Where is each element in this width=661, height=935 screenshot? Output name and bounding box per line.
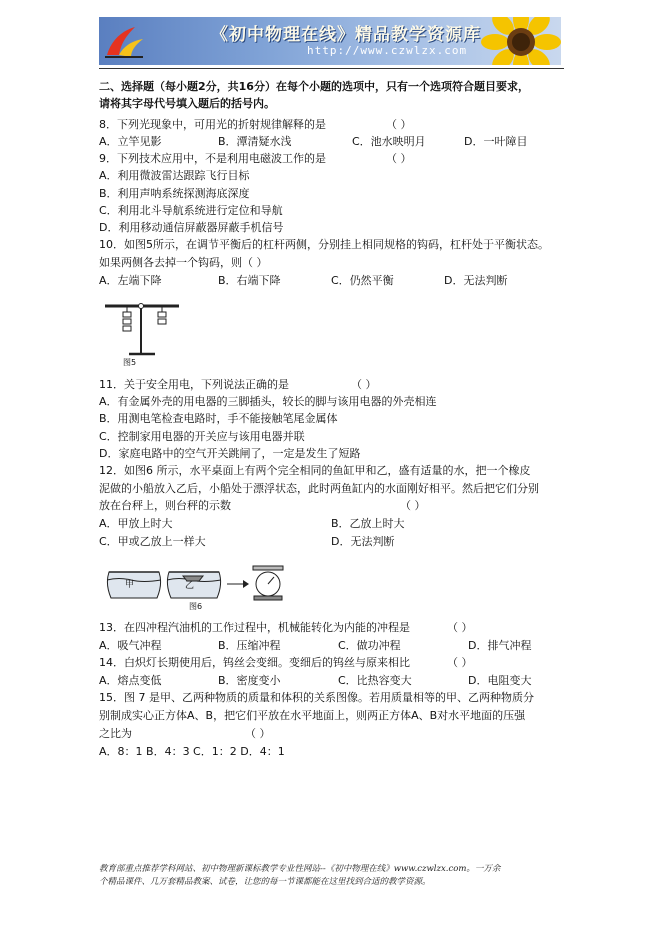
q8-option-c: C．池水映明月 — [352, 135, 426, 148]
q12-option-d: D．无法判断 — [331, 535, 395, 548]
q13-option-b: B．压缩冲程 — [218, 639, 281, 652]
q13-option-c: C．做功冲程 — [338, 639, 401, 652]
q10-option-a: A．左端下降 — [99, 274, 162, 287]
q14-answer-bracket: （ ） — [447, 656, 473, 669]
q8-option-b: B．潭清疑水浅 — [218, 135, 292, 148]
q13-option-a: A．吸气冲程 — [99, 639, 162, 652]
q9-option-b: B．利用声呐系统探测海底深度 — [99, 187, 250, 200]
section-heading-line1: 二、选择题（每小题2分，共16分）在每个小题的选项中，只有一个选项符合题目要求， — [99, 80, 529, 93]
figure-6-label: 图6 — [189, 602, 203, 611]
q14-option-d: D．电阻变大 — [468, 674, 532, 687]
q10-stem-line2: 如果两侧各去掉一个钩码，则（ ） — [99, 256, 268, 269]
q12-option-a: A．甲放上时大 — [99, 517, 173, 530]
q10-option-b: B．右端下降 — [218, 274, 281, 287]
q15-stem-line1: 15．图 7 是甲、乙两种物质的质量和体积的关系图像。若用质量相等的甲、乙两种物质分 — [99, 691, 534, 704]
q11-option-c: C．控制家用电器的开关应与该用电器并联 — [99, 430, 305, 443]
q9-answer-bracket: （ ） — [386, 152, 412, 165]
figure-6-fish-tanks — [103, 562, 289, 614]
site-logo-icon — [101, 21, 147, 61]
page-footer — [99, 863, 569, 889]
banner-url[interactable]: http://www.czwlzx.com — [307, 44, 468, 57]
q15-options: A．8：1 B．4：3 C．1：2 D．4：1 — [99, 745, 285, 758]
sunflower-icon — [473, 17, 561, 65]
q11-option-b: B．用测电笔检查电路时，手不能接触笔尾金属体 — [99, 412, 338, 425]
q12-stem-line1: 12．如图6 所示，水平桌面上有两个完全相同的鱼缸甲和乙，盛有适量的水，把一个橡皮 — [99, 464, 531, 477]
q12-option-c: C．甲或乙放上一样大 — [99, 535, 206, 548]
header-divider — [99, 68, 564, 69]
q10-option-d: D．无法判断 — [444, 274, 508, 287]
q12-answer-bracket: （ ） — [400, 499, 426, 512]
q9-option-c: C．利用北斗导航系统进行定位和导航 — [99, 204, 283, 217]
q9-option-a: A．利用微波雷达跟踪飞行目标 — [99, 169, 250, 182]
q11-option-a: A．有金属外壳的用电器的三脚插头，较长的脚与该用电器的外壳相连 — [99, 395, 437, 408]
site-banner — [99, 17, 561, 65]
q8-option-d: D．一叶障目 — [464, 135, 528, 148]
q8-stem: 8．下列光现象中，可用光的折射规律解释的是 — [99, 118, 326, 131]
q11-answer-bracket: （ ） — [351, 378, 377, 391]
section-heading-line2: 请将其字母代号填入题后的括号内。 — [99, 97, 275, 110]
q13-answer-bracket: （ ） — [447, 621, 473, 634]
q10-option-c: C．仍然平衡 — [331, 274, 394, 287]
q13-option-d: D．排气冲程 — [468, 639, 532, 652]
q12-option-b: B．乙放上时大 — [331, 517, 405, 530]
q15-stem-line3: 之比为 — [99, 727, 132, 740]
banner-title: 《初中物理在线》精品教学资源库 — [211, 25, 481, 45]
figure-5-lever — [103, 296, 183, 372]
lever-diagram — [103, 296, 183, 372]
q12-stem-line2: 泥做的小船放入乙后，小船处于漂浮状态，此时两鱼缸内的水面刚好相平。然后把它们分别 — [99, 482, 539, 495]
figure-5-label: 图5 — [123, 358, 137, 367]
footer-line1: 教育部重点推荐学科网站、初中物理新课标教学专业性网站--《初中物理在线》www.czwlzx.com。一万余 — [99, 864, 501, 874]
tank-yi-label: 乙 — [185, 581, 195, 591]
q9-stem: 9．下列技术应用中，不是利用电磁波工作的是 — [99, 152, 326, 165]
q14-option-b: B．密度变小 — [218, 674, 281, 687]
q8-option-a: A．立竿见影 — [99, 135, 162, 148]
q11-stem: 11．关于安全用电，下列说法正确的是 — [99, 378, 289, 391]
q14-option-a: A．熔点变低 — [99, 674, 162, 687]
q15-stem-line2: 别制成实心正方体A、B，把它们平放在水平地面上，则两正方体A、B对水平地面的压强 — [99, 709, 526, 722]
q12-stem-line3: 放在台秤上，则台秤的示数 — [99, 499, 231, 512]
q14-option-c: C．比热容变大 — [338, 674, 412, 687]
q9-option-d: D．利用移动通信屏蔽器屏蔽手机信号 — [99, 221, 284, 234]
footer-line2: 个精品课件、几万套精品教案、试卷，让您的每一节课都能在这里找到合适的教学资源。 — [99, 877, 431, 887]
q15-answer-bracket: （ ） — [245, 727, 271, 740]
tank-jia-label: 甲 — [125, 580, 135, 590]
q13-stem: 13．在四冲程汽油机的工作过程中，机械能转化为内能的冲程是 — [99, 621, 410, 634]
q10-stem-line1: 10．如图5所示，在调节平衡后的杠杆两侧，分别挂上相同规格的钩码，杠杆处于平衡状态。 — [99, 238, 549, 251]
q8-answer-bracket: （ ） — [386, 118, 412, 131]
q11-option-d: D．家庭电路中的空气开关跳闸了，一定是发生了短路 — [99, 447, 361, 460]
q14-stem: 14．白炽灯长期使用后，钨丝会变细。变细后的钨丝与原来相比 — [99, 656, 410, 669]
